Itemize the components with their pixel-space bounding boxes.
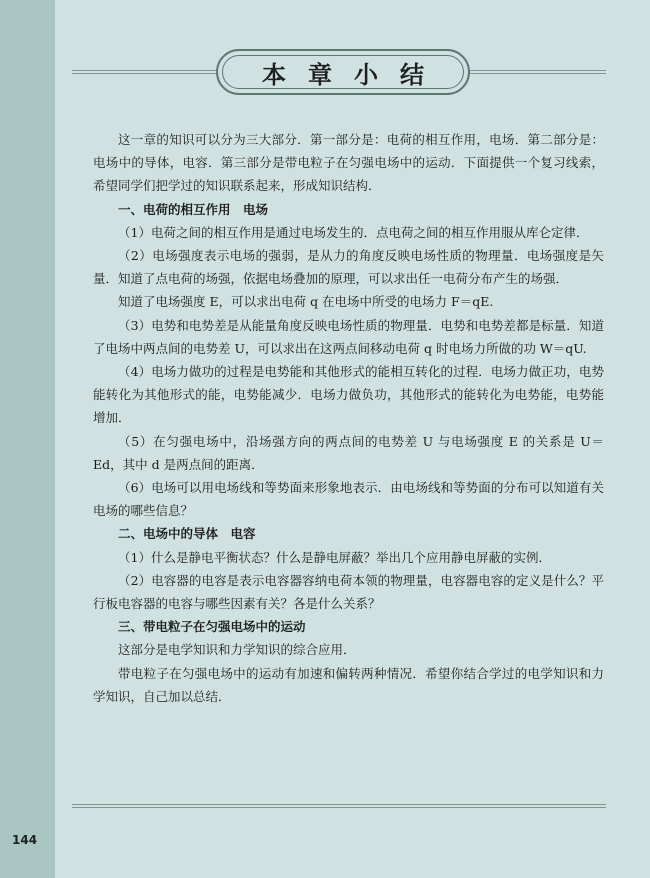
body-paragraph: 带电粒子在匀强电场中的运动有加速和偏转两种情况．希望你结合学过的电学知识和力学知识，自己加以总结． (93, 665, 604, 704)
body-paragraph: 这部分是电学知识和力学知识的综合应用． (118, 642, 356, 658)
body-paragraph: （1）什么是静电平衡状态？什么是静电屏蔽？举出几个应用静电屏蔽的实例． (118, 549, 551, 565)
summary-content (93, 128, 604, 708)
body-paragraph: 这一章的知识可以分为三大部分．第一部分是：电荷的相互作用，电场．第二部分是：电场中的导体，电容．第三部分是带电粒子在匀强电场中的运动．下面提供一个复习线索，希望同学们把学过的知识联系起来，形成知识结构． (93, 132, 604, 194)
body-paragraph: （2）电场强度表示电场的强弱，是从力的角度反映电场性质的物理量．电场强度是矢量．知道了点电荷的场强，依据电场叠加的原理，可以求出任一电荷分布产生的场强． (93, 248, 604, 287)
title-inner-frame (222, 55, 464, 89)
body-paragraph: （2）电容器的电容是表示电容器容纳电荷本领的物理量，电容器电容的定义是什么？平行板电容器的电容与哪些因素有关？各是什么关系？ (93, 572, 604, 612)
bottom-rule (72, 804, 606, 808)
section-heading: 三、带电粒子在匀强电场中的运动 (118, 619, 306, 635)
body-paragraph: （4）电场力做功的过程是电势能和其他形式的能相互转化的过程．电场力做正功，电势能转化为其他形式的能，电势能减少．电场力做负功，其他形式的能转化为电势能，电势能增加． (93, 364, 604, 426)
body-paragraph: （6）电场可以用电场线和等势面来形象地表示．由电场线和等势面的分布可以知道有关电场的哪些信息？ (93, 480, 604, 519)
left-margin-strip (0, 0, 55, 878)
body-paragraph: 知道了电场强度 E，可以求出电荷 q 在电场中所受的电场力 F＝qE. (118, 294, 494, 310)
page-number: 144 (12, 833, 38, 847)
section-heading: 二、电场中的导体 电容 (118, 526, 256, 542)
body-paragraph: （1）电荷之间的相互作用是通过电场发生的．点电荷之间的相互作用服从库仑定律． (118, 224, 589, 240)
body-paragraph: （3）电势和电势差是从能量角度反映电场性质的物理量．电势和电势差都是标量．知道了电场中两点间的电势差 U，可以求出在这两点间移动电荷 q 时电场力所做的功 W＝qU. (93, 317, 604, 356)
section-heading: 一、电荷的相互作用 电场 (118, 201, 269, 217)
body-paragraph: （5）在匀强电场中，沿场强方向的两点间的电势差 U 与电场强度 E 的关系是 U＝Ed，其中 d 是两点间的距离． (93, 433, 604, 472)
chapter-summary-title: 本章小结 (262, 60, 446, 89)
chapter-summary-title-box (216, 49, 470, 95)
